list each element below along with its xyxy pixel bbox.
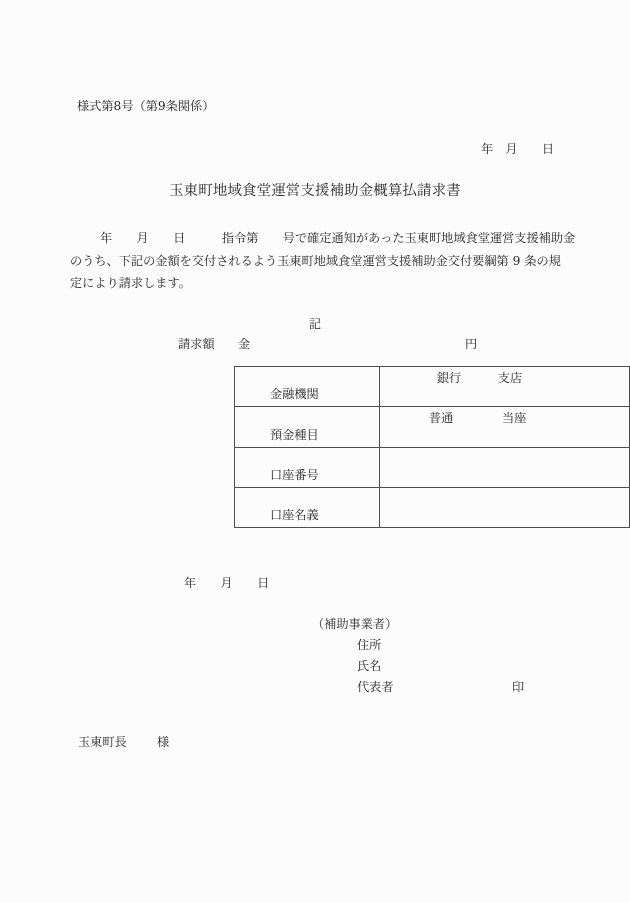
representative-label: 代表者	[357, 680, 394, 694]
addressee-name: 玉東町長	[78, 735, 127, 749]
body-paragraph-line-1: 年 月 日 指令第 号で確定通知があった玉東町地域食堂運営支援補助金	[100, 231, 576, 245]
account-holder-label: 口座名義	[235, 488, 380, 528]
account-holder-value-cell	[379, 488, 629, 528]
body-paragraph-line-3: 定により請求します。	[70, 276, 191, 290]
table-row-deposit-type	[235, 407, 630, 448]
body-paragraph-line-2: のうち、下記の金額を交付されるよう玉東町地域食堂運営支援補助金交付要綱第 9 条の規	[70, 254, 561, 268]
bank-branch-value-cell: 銀行 支店	[379, 367, 629, 407]
amount-currency-suffix: 円	[465, 337, 478, 351]
amount-label: 請求額	[178, 337, 215, 351]
table-row-account-number	[235, 448, 630, 488]
table-row-account-holder	[235, 488, 630, 528]
table-row-financial-institution	[235, 367, 630, 407]
deposit-type-label: 預金種目	[235, 407, 380, 448]
form-number: 様式第8号（第9条関係）	[77, 99, 215, 113]
financial-institution-label: 金融機関	[235, 367, 380, 407]
deposit-type-options-cell: 普通 当座	[379, 407, 629, 448]
seal-mark: 印	[512, 680, 525, 694]
page-title: 玉東町地域食堂運営支援補助金概算払請求書	[169, 183, 461, 199]
address-label: 住所	[357, 638, 382, 652]
ki-heading: 記	[308, 317, 322, 331]
bank-account-table	[234, 366, 630, 528]
addressee-honorific: 様	[157, 735, 170, 749]
name-label: 氏名	[357, 659, 382, 673]
account-number-label: 口座番号	[235, 448, 380, 488]
amount-currency-prefix: 金	[238, 337, 251, 351]
date-line-top: 年 月 日	[481, 142, 555, 156]
account-number-value-cell	[379, 448, 629, 488]
date-line-bottom: 年 月 日	[184, 576, 270, 590]
subsidy-operator-heading: （補助事業者）	[312, 617, 398, 631]
